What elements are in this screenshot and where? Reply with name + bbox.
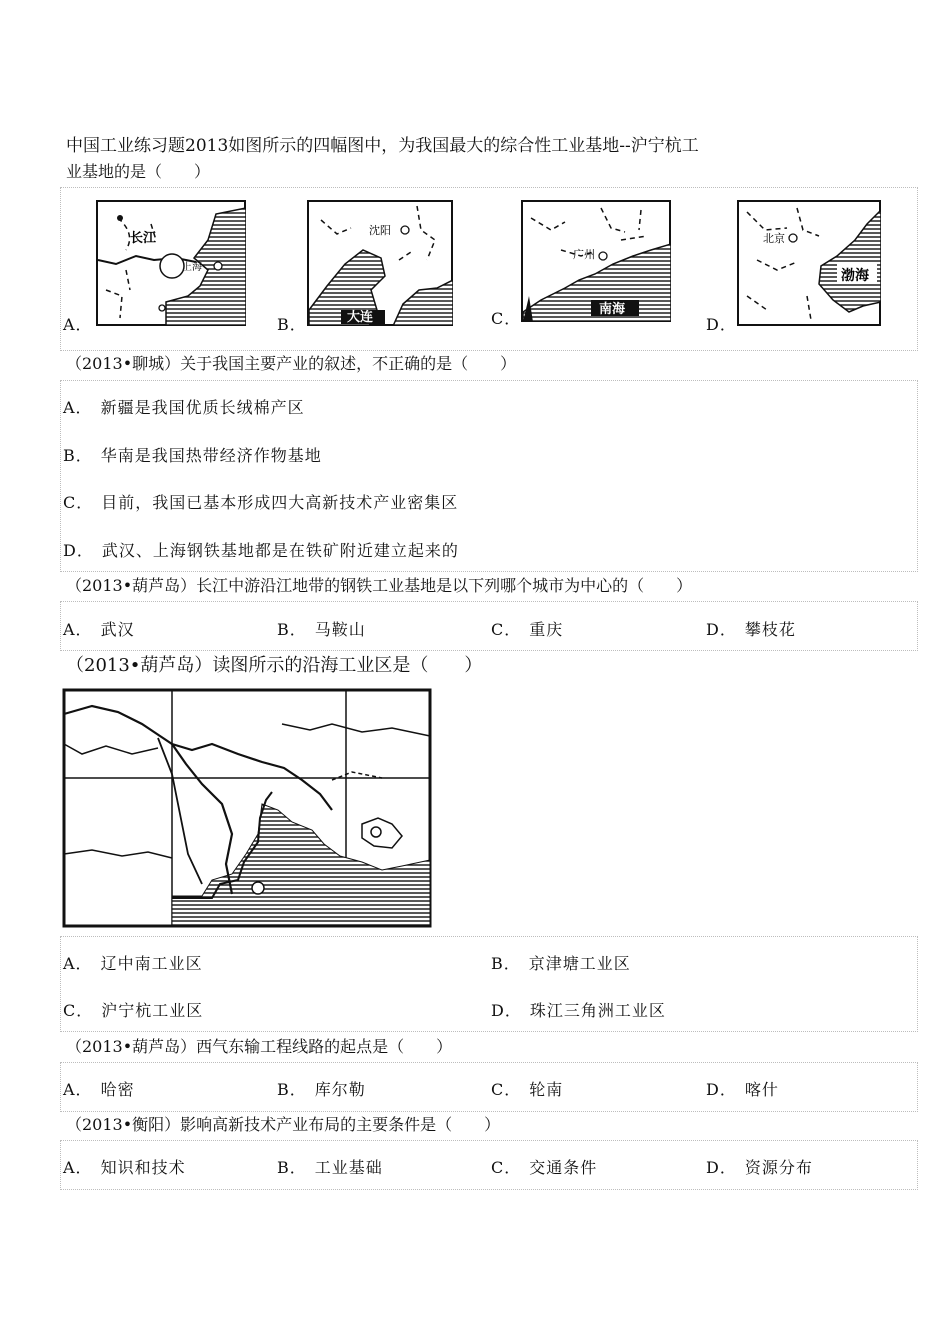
map-b-label-shenyang: 沈阳 bbox=[369, 224, 391, 237]
q2-option-a[interactable]: A． 新疆是我国优质长绒棉产区 bbox=[63, 398, 305, 417]
q4-coastal-map bbox=[62, 684, 434, 930]
map-option-b-liaodong[interactable] bbox=[307, 200, 453, 326]
map-d-label-bohai: 渤海 bbox=[841, 268, 869, 284]
question-5-title: （2013•葫芦岛）西气东输工程线路的起点是（ ） bbox=[66, 1037, 453, 1056]
q6-option-b[interactable]: B． 工业基础 bbox=[277, 1158, 383, 1177]
q4-option-a[interactable]: A． 辽中南工业区 bbox=[63, 954, 203, 973]
question-1-title-line1: 中国工业练习题2013如图所示的四幅图中，为我国最大的综合性工业基地--沪宁杭工 bbox=[66, 136, 699, 156]
question-6-title: （2013•衡阳）影响高新技术产业布局的主要条件是（ ） bbox=[66, 1115, 501, 1134]
option-c-key[interactable]: C． bbox=[491, 309, 522, 328]
question-2-options-box bbox=[60, 380, 918, 572]
map-option-d-bohai[interactable] bbox=[737, 200, 881, 326]
q2-option-d[interactable]: D． 武汉、上海钢铁基地都是在铁矿附近建立起来的 bbox=[63, 541, 459, 560]
question-4-title: （2013•葫芦岛）读图所示的沿海工业区是（ ） bbox=[66, 655, 483, 676]
question-4-options-box bbox=[60, 936, 918, 1032]
question-1-options-box bbox=[60, 187, 918, 351]
map-option-c-pearl-delta[interactable] bbox=[521, 200, 671, 322]
map-option-a-yangtze-delta[interactable] bbox=[96, 200, 246, 326]
q6-option-a[interactable]: A． 知识和技术 bbox=[63, 1158, 186, 1177]
q4-option-d[interactable]: D． 珠江三角洲工业区 bbox=[491, 1001, 666, 1020]
q6-option-c[interactable]: C． 交通条件 bbox=[491, 1158, 598, 1177]
q2-option-b[interactable]: B． 华南是我国热带经济作物基地 bbox=[63, 446, 322, 465]
q3-option-a[interactable]: A． 武汉 bbox=[63, 620, 135, 639]
q5-option-c[interactable]: C． 轮南 bbox=[491, 1080, 564, 1099]
q5-option-a[interactable]: A． 哈密 bbox=[63, 1080, 135, 1099]
q6-option-d[interactable]: D． 资源分布 bbox=[706, 1158, 813, 1177]
q4-option-c[interactable]: C． 沪宁杭工业区 bbox=[63, 1001, 204, 1020]
q5-option-b[interactable]: B． 库尔勒 bbox=[277, 1080, 366, 1099]
map-b-label-dalian: 大连 bbox=[347, 310, 374, 325]
question-2-title: （2013•聊城）关于我国主要产业的叙述，不正确的是（ ） bbox=[66, 354, 517, 373]
q5-option-d[interactable]: D． 喀什 bbox=[706, 1080, 779, 1099]
map-c-label-guangzhou: 广州 bbox=[573, 248, 595, 261]
q4-option-b[interactable]: B． 京津塘工业区 bbox=[491, 954, 631, 973]
option-a-key[interactable]: A． bbox=[63, 315, 93, 334]
option-d-key[interactable]: D． bbox=[706, 315, 737, 334]
q3-option-d[interactable]: D． 攀枝花 bbox=[706, 620, 796, 639]
question-1-title-line2: 业基地的是（ ） bbox=[66, 162, 211, 181]
option-b-key[interactable]: B． bbox=[277, 315, 307, 334]
question-6-options-box bbox=[60, 1140, 918, 1190]
question-5-options-box bbox=[60, 1062, 918, 1112]
map-c-label-nanhai: 南海 bbox=[599, 302, 626, 317]
map-d-label-beijing: 北京 bbox=[763, 232, 785, 245]
q3-option-c[interactable]: C． 重庆 bbox=[491, 620, 564, 639]
q3-option-b[interactable]: B． 马鞍山 bbox=[277, 620, 366, 639]
map-a-label-changjiang: 长江 bbox=[130, 231, 157, 246]
question-3-title: （2013•葫芦岛）长江中游沿江地带的钢铁工业基地是以下列哪个城市为中心的（ ） bbox=[66, 576, 693, 595]
q2-option-c[interactable]: C． 目前，我国已基本形成四大高新技术产业密集区 bbox=[63, 493, 459, 512]
map-a-label-shanghai: 上海 bbox=[182, 262, 202, 273]
question-3-options-box bbox=[60, 601, 918, 651]
